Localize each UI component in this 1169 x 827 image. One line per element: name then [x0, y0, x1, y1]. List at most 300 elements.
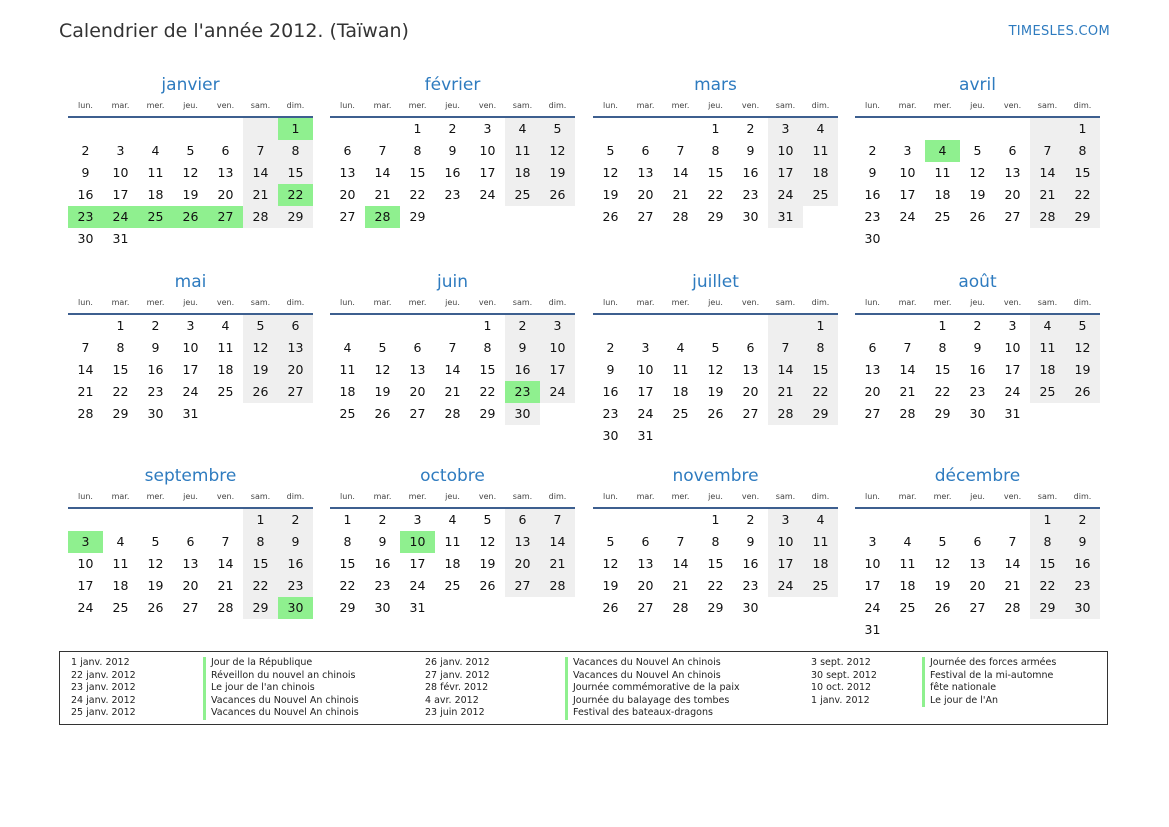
weekday-label: lun. [865, 101, 880, 110]
day-cell: 7 [1008, 534, 1017, 549]
weekday-label: jeu. [708, 101, 723, 110]
legend-date: 23 juin 2012 [425, 707, 485, 719]
weekday-label: ven. [216, 101, 235, 110]
day-cell-empty [925, 509, 960, 531]
day-cell: 1 [711, 121, 720, 136]
day-cell: 25 [934, 209, 951, 224]
weekday-label: dim. [811, 298, 830, 307]
day-cell-empty [698, 315, 733, 337]
day-cell: 26 [243, 381, 278, 403]
day-cell: 10 [637, 362, 654, 377]
day-cell: 11 [112, 556, 129, 571]
day-cell: 27 [742, 406, 759, 421]
weekday-label: lun. [340, 492, 355, 501]
day-cell: 14 [374, 165, 391, 180]
day-cell: 22 [409, 187, 426, 202]
legend-holiday-name: Festival des bateaux-dragons [565, 707, 740, 720]
day-cell: 4 [903, 534, 912, 549]
day-cell-empty [733, 315, 768, 337]
month-block [855, 271, 1100, 425]
day-cell: 11 [444, 534, 461, 549]
weekday-label: mer. [671, 492, 690, 501]
legend-holiday-name: Jour de la République [203, 657, 359, 670]
day-grid [593, 315, 838, 447]
weekday-label: mer. [408, 298, 427, 307]
day-cell: 5 [243, 315, 278, 337]
day-cell: 31 [637, 428, 654, 443]
day-cell: 19 [540, 162, 575, 184]
day-cell: 11 [217, 340, 234, 355]
day-cell: 13 [278, 337, 313, 359]
day-cell: 30 [969, 406, 986, 421]
weekday-label: sam. [775, 101, 796, 110]
day-cell: 1 [1065, 118, 1100, 140]
day-cell: 15 [1030, 553, 1065, 575]
day-cell: 3 [868, 534, 877, 549]
day-cell-empty [855, 315, 890, 337]
weekday-label: ven. [216, 298, 235, 307]
day-cell: 28 [1030, 206, 1065, 228]
weekday-label: jeu. [445, 492, 460, 501]
day-cell: 3 [483, 121, 492, 136]
day-grid [330, 509, 575, 619]
day-cell: 1 [803, 315, 838, 337]
day-cell: 2 [151, 318, 160, 333]
day-cell: 2 [746, 512, 755, 527]
day-cell: 11 [147, 165, 164, 180]
day-grid [855, 509, 1100, 641]
day-cell-empty [1030, 118, 1065, 140]
day-grid [855, 118, 1100, 250]
day-cell: 31 [1004, 406, 1021, 421]
day-cell: 11 [505, 140, 540, 162]
legend-date: 24 janv. 2012 [71, 694, 136, 706]
weekday-label: mar. [898, 298, 917, 307]
day-cell: 10 [479, 143, 496, 158]
day-cell: 2 [81, 143, 90, 158]
day-cell: 8 [413, 143, 422, 158]
day-cell: 23 [278, 575, 313, 597]
day-cell: 22 [707, 187, 724, 202]
weekday-label: mar. [111, 298, 130, 307]
day-cell: 22 [243, 575, 278, 597]
day-cell: 31 [864, 622, 881, 637]
day-cell: 18 [112, 578, 129, 593]
day-grid [68, 118, 313, 250]
day-cell: 20 [864, 384, 881, 399]
weekday-label: mar. [373, 101, 392, 110]
day-cell-holiday: 27 [208, 206, 243, 228]
legend-holiday-name: Journée des forces armées [922, 657, 1056, 670]
day-cell: 21 [217, 578, 234, 593]
day-cell: 16 [374, 556, 391, 571]
weekday-label: lun. [865, 492, 880, 501]
day-cell: 14 [899, 362, 916, 377]
weekday-label: lun. [78, 101, 93, 110]
month-block [330, 465, 575, 619]
day-cell: 12 [602, 556, 619, 571]
day-cell: 16 [278, 553, 313, 575]
weekday-header [855, 487, 1100, 509]
day-cell: 12 [1065, 337, 1100, 359]
day-cell-empty [208, 509, 243, 531]
month-name: septembre [144, 466, 237, 486]
weekday-label: mer. [408, 101, 427, 110]
legend-date-column [811, 657, 877, 707]
weekday-label: jeu. [183, 298, 198, 307]
day-cell-holiday: 26 [173, 206, 208, 228]
day-cell: 19 [479, 556, 496, 571]
day-cell: 15 [479, 362, 496, 377]
day-cell: 14 [1030, 162, 1065, 184]
day-cell: 24 [77, 600, 94, 615]
day-cell: 21 [77, 384, 94, 399]
month-block [68, 271, 313, 425]
day-cell-empty [663, 315, 698, 337]
day-cell: 7 [768, 337, 803, 359]
day-cell: 14 [444, 362, 461, 377]
day-cell: 22 [1030, 575, 1065, 597]
day-cell: 9 [378, 534, 387, 549]
day-cell: 3 [116, 143, 125, 158]
day-cell: 19 [182, 187, 199, 202]
day-cell: 18 [505, 162, 540, 184]
day-cell-holiday: 28 [365, 206, 400, 228]
weekday-label: jeu. [445, 101, 460, 110]
day-cell: 23 [147, 384, 164, 399]
day-cell: 8 [483, 340, 492, 355]
weekday-label: dim. [286, 101, 305, 110]
day-cell-empty [925, 118, 960, 140]
legend-date-column [71, 657, 136, 720]
day-cell: 17 [479, 165, 496, 180]
day-cell: 30 [864, 231, 881, 246]
month-name: octobre [420, 466, 485, 486]
day-cell: 7 [378, 143, 387, 158]
legend-holiday-name: Vacances du Nouvel An chinois [565, 670, 740, 683]
day-cell: 12 [147, 556, 164, 571]
day-cell: 16 [864, 187, 881, 202]
day-cell: 23 [1065, 575, 1100, 597]
legend-date: 30 sept. 2012 [811, 669, 877, 681]
day-cell: 21 [768, 381, 803, 403]
day-cell: 25 [1030, 381, 1065, 403]
day-cell: 25 [672, 406, 689, 421]
day-cell: 28 [768, 403, 803, 425]
day-cell: 6 [868, 340, 877, 355]
day-cell-holiday: 4 [925, 140, 960, 162]
day-cell: 4 [221, 318, 230, 333]
legend-date: 10 oct. 2012 [811, 682, 872, 694]
day-cell-empty [68, 118, 103, 140]
day-cell: 2 [378, 512, 387, 527]
day-cell: 13 [742, 362, 759, 377]
day-cell: 8 [116, 340, 125, 355]
day-cell: 30 [147, 406, 164, 421]
day-cell: 20 [969, 578, 986, 593]
day-cell: 20 [217, 187, 234, 202]
legend-holiday-name: Festival de la mi-automne [922, 670, 1056, 683]
day-cell: 4 [803, 509, 838, 531]
day-cell: 25 [444, 578, 461, 593]
day-cell-empty [593, 509, 628, 531]
legend-date: 25 janv. 2012 [71, 707, 136, 719]
day-cell: 6 [278, 315, 313, 337]
day-cell: 21 [672, 578, 689, 593]
day-cell: 2 [448, 121, 457, 136]
day-cell: 24 [768, 575, 803, 597]
weekday-label: sam. [250, 298, 271, 307]
month-block [855, 465, 1100, 641]
weekday-label: lun. [78, 298, 93, 307]
weekday-header [855, 96, 1100, 118]
day-cell: 3 [540, 315, 575, 337]
day-cell-empty [103, 509, 138, 531]
day-cell: 23 [602, 406, 619, 421]
weekday-label: jeu. [970, 101, 985, 110]
day-cell: 27 [505, 575, 540, 597]
month-block [593, 74, 838, 228]
day-cell: 12 [707, 362, 724, 377]
day-cell: 8 [243, 531, 278, 553]
day-cell: 9 [1065, 531, 1100, 553]
month-name: juillet [692, 272, 739, 292]
day-cell: 10 [864, 556, 881, 571]
day-cell: 14 [243, 162, 278, 184]
day-cell: 24 [899, 209, 916, 224]
day-cell: 11 [934, 165, 951, 180]
day-cell: 29 [707, 209, 724, 224]
weekday-label: sam. [1037, 492, 1058, 501]
day-cell: 8 [711, 143, 720, 158]
weekday-header [68, 293, 313, 315]
holiday-legend [59, 651, 1108, 725]
weekday-label: mar. [636, 298, 655, 307]
legend-holiday-name: Vacances du Nouvel An chinois [203, 707, 359, 720]
day-cell: 5 [938, 534, 947, 549]
day-cell-holiday: 24 [103, 206, 138, 228]
day-cell: 15 [409, 165, 426, 180]
day-cell: 5 [540, 118, 575, 140]
legend-date: 3 sept. 2012 [811, 657, 871, 668]
legend-holiday-name: Le jour de l'An [922, 695, 1056, 708]
day-cell: 17 [540, 359, 575, 381]
legend-holiday-name: Journée du balayage des tombes [565, 695, 740, 708]
legend-date: 4 avr. 2012 [425, 694, 479, 706]
legend-holiday-name: Vacances du Nouvel An chinois [565, 657, 740, 670]
day-cell: 21 [1004, 578, 1021, 593]
weekday-label: jeu. [445, 298, 460, 307]
day-cell: 15 [707, 556, 724, 571]
day-cell: 16 [147, 362, 164, 377]
legend-date: 28 févr. 2012 [425, 682, 489, 694]
day-cell: 1 [938, 318, 947, 333]
weekday-label: sam. [512, 298, 533, 307]
day-cell: 21 [374, 187, 391, 202]
day-cell: 26 [147, 600, 164, 615]
day-cell: 23 [969, 384, 986, 399]
day-cell: 20 [637, 187, 654, 202]
weekday-label: dim. [548, 101, 567, 110]
day-cell: 24 [182, 384, 199, 399]
day-cell: 20 [339, 187, 356, 202]
day-cell: 12 [374, 362, 391, 377]
month-name: décembre [934, 466, 1021, 486]
day-cell: 16 [742, 165, 759, 180]
month-block [593, 271, 838, 447]
day-cell: 14 [540, 531, 575, 553]
day-cell-holiday: 25 [138, 206, 173, 228]
day-cell: 11 [803, 140, 838, 162]
day-cell: 25 [803, 575, 838, 597]
day-cell: 22 [339, 578, 356, 593]
day-cell: 4 [803, 118, 838, 140]
day-cell: 13 [969, 556, 986, 571]
legend-date: 27 janv. 2012 [425, 669, 490, 681]
month-name: janvier [161, 75, 220, 95]
day-cell: 10 [768, 531, 803, 553]
weekday-label: lun. [340, 298, 355, 307]
day-cell: 31 [182, 406, 199, 421]
day-cell-empty [435, 315, 470, 337]
day-cell: 4 [343, 340, 352, 355]
day-cell: 3 [768, 118, 803, 140]
day-cell: 1 [483, 318, 492, 333]
weekday-label: dim. [1073, 101, 1092, 110]
day-cell: 29 [278, 206, 313, 228]
day-cell: 29 [339, 600, 356, 615]
legend-holiday-name: Vacances du Nouvel An chinois [203, 695, 359, 708]
month-name: avril [959, 75, 996, 95]
day-cell: 24 [409, 578, 426, 593]
day-cell: 24 [540, 381, 575, 403]
day-cell: 25 [899, 600, 916, 615]
weekday-header [593, 293, 838, 315]
day-cell: 27 [637, 209, 654, 224]
weekday-header [330, 96, 575, 118]
weekday-label: dim. [1073, 298, 1092, 307]
weekday-label: ven. [1003, 101, 1022, 110]
day-cell: 5 [606, 143, 615, 158]
legend-name-column [565, 657, 740, 720]
weekday-label: ven. [741, 298, 760, 307]
weekday-label: jeu. [183, 492, 198, 501]
day-cell: 22 [803, 381, 838, 403]
day-cell: 7 [676, 534, 685, 549]
day-cell: 18 [803, 553, 838, 575]
day-cell: 11 [339, 362, 356, 377]
legend-name-column [203, 657, 359, 720]
day-cell: 30 [1065, 597, 1100, 619]
legend-date: 23 janv. 2012 [71, 682, 136, 694]
weekday-label: jeu. [708, 492, 723, 501]
day-cell: 17 [1004, 362, 1021, 377]
day-cell: 3 [1008, 318, 1017, 333]
day-cell: 9 [606, 362, 615, 377]
weekday-label: ven. [478, 101, 497, 110]
day-cell: 11 [899, 556, 916, 571]
day-cell: 10 [899, 165, 916, 180]
day-cell-empty [768, 315, 803, 337]
month-block [68, 465, 313, 619]
day-cell: 5 [483, 512, 492, 527]
day-cell: 7 [903, 340, 912, 355]
day-cell: 7 [448, 340, 457, 355]
day-cell: 20 [1004, 187, 1021, 202]
day-cell: 15 [803, 359, 838, 381]
day-cell: 8 [938, 340, 947, 355]
weekday-label: dim. [811, 492, 830, 501]
day-cell: 30 [505, 403, 540, 425]
day-cell: 17 [182, 362, 199, 377]
day-cell: 14 [1004, 556, 1021, 571]
day-cell: 17 [409, 556, 426, 571]
day-cell: 24 [768, 184, 803, 206]
day-cell: 16 [505, 359, 540, 381]
day-cell: 6 [413, 340, 422, 355]
weekday-label: jeu. [708, 298, 723, 307]
day-cell: 2 [278, 509, 313, 531]
day-cell: 14 [672, 165, 689, 180]
weekday-header [855, 293, 1100, 315]
day-cell: 18 [672, 384, 689, 399]
day-cell-empty [365, 315, 400, 337]
day-cell: 5 [711, 340, 720, 355]
day-cell: 12 [243, 337, 278, 359]
day-cell: 27 [969, 600, 986, 615]
weekday-label: sam. [250, 101, 271, 110]
day-cell: 27 [864, 406, 881, 421]
day-cell: 13 [217, 165, 234, 180]
day-cell: 9 [505, 337, 540, 359]
day-cell: 25 [803, 184, 838, 206]
weekday-label: dim. [286, 492, 305, 501]
day-cell: 15 [278, 162, 313, 184]
day-cell: 27 [409, 406, 426, 421]
day-cell: 20 [505, 553, 540, 575]
day-cell: 1 [711, 512, 720, 527]
day-cell: 18 [444, 556, 461, 571]
day-cell: 9 [746, 143, 755, 158]
day-cell: 21 [899, 384, 916, 399]
day-cell: 17 [637, 384, 654, 399]
weekday-label: mar. [111, 101, 130, 110]
day-cell: 6 [973, 534, 982, 549]
day-cell: 10 [768, 140, 803, 162]
weekday-label: sam. [512, 101, 533, 110]
day-cell: 4 [1030, 315, 1065, 337]
month-block [593, 465, 838, 619]
day-cell: 9 [868, 165, 877, 180]
day-cell: 7 [243, 140, 278, 162]
day-cell: 28 [672, 600, 689, 615]
month-name: juin [437, 272, 468, 292]
day-cell: 20 [409, 384, 426, 399]
day-cell-empty [628, 118, 663, 140]
brand-logo[interactable]: TIMESLES.COM [1008, 24, 1110, 39]
day-cell: 29 [409, 209, 426, 224]
day-cell: 7 [676, 143, 685, 158]
day-grid [593, 509, 838, 619]
day-cell: 26 [374, 406, 391, 421]
day-cell: 26 [602, 600, 619, 615]
weekday-label: mar. [636, 101, 655, 110]
day-cell-empty [890, 118, 925, 140]
weekday-label: mer. [933, 101, 952, 110]
day-cell: 7 [221, 534, 230, 549]
day-cell: 8 [343, 534, 352, 549]
day-cell: 31 [768, 206, 803, 228]
